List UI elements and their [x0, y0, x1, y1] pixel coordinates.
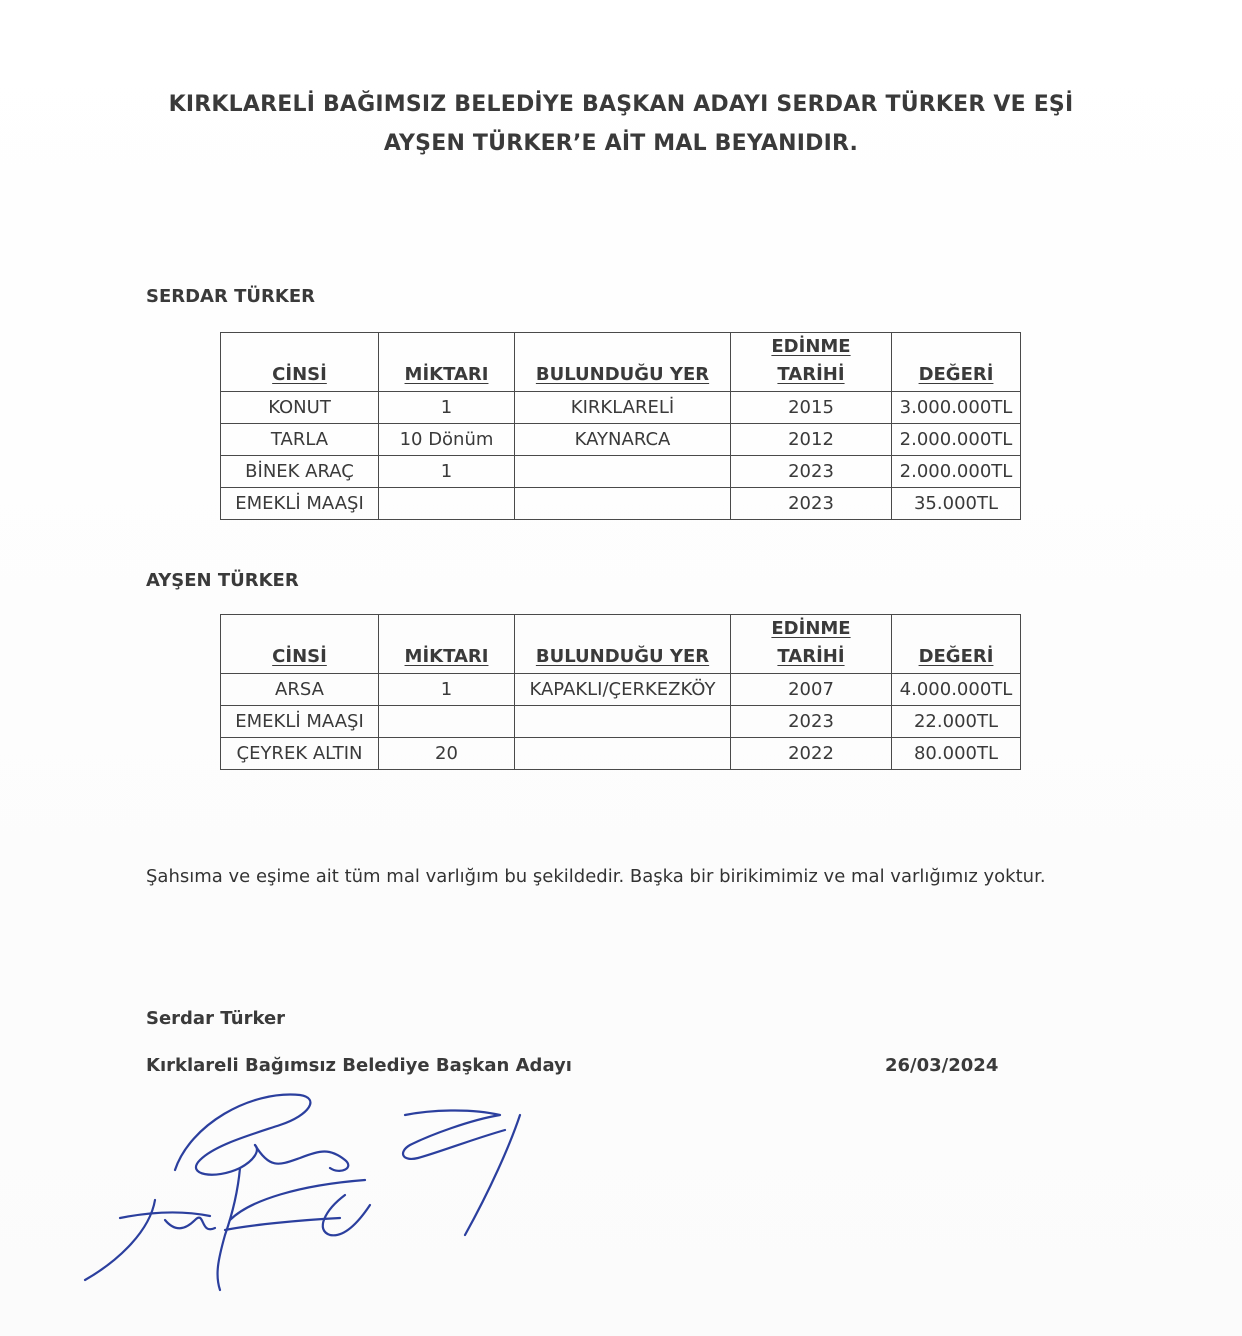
cell-date: 2015: [731, 392, 892, 424]
cell-date: 2022: [731, 738, 892, 770]
cell-location: [515, 706, 731, 738]
cell-location: KAYNARCA: [515, 424, 731, 456]
declaration-statement: Şahsıma ve eşime ait tüm mal varlığım bu şekildedir. Başka bir birikimimiz ve mal varlığımız yoktur.: [146, 866, 1046, 887]
cell-type: TARLA: [221, 424, 379, 456]
cell-location: [515, 488, 731, 520]
col-header-value: DEĞERİ: [892, 333, 1021, 392]
cell-quantity: [379, 488, 515, 520]
cell-location: [515, 738, 731, 770]
handwritten-signature: [0, 1070, 560, 1310]
cell-value: 2.000.000TL: [892, 424, 1021, 456]
asset-table-aysen: [220, 614, 1021, 770]
cell-type: ARSA: [221, 674, 379, 706]
table-row: [221, 392, 1021, 424]
col-header-quantity: MİKTARI: [379, 615, 515, 674]
signatory-name: Serdar Türker: [146, 1008, 286, 1029]
col-header-date: EDİNME TARİHİ: [731, 333, 892, 392]
cell-date: 2023: [731, 456, 892, 488]
asset-table-serdar: [220, 332, 1021, 520]
document-title-line-2: AYŞEN TÜRKER’E AİT MAL BEYANIDIR.: [383, 131, 859, 156]
cell-quantity: 1: [379, 456, 515, 488]
col-header-value: DEĞERİ: [892, 615, 1021, 674]
cell-type: ÇEYREK ALTIN: [221, 738, 379, 770]
col-header-type: CİNSİ: [221, 615, 379, 674]
cell-value: 35.000TL: [892, 488, 1021, 520]
cell-value: 3.000.000TL: [892, 392, 1021, 424]
col-header-location: BULUNDUĞU YER: [515, 333, 731, 392]
cell-type: EMEKLİ MAAŞI: [221, 488, 379, 520]
section-owner-aysen: AYŞEN TÜRKER: [146, 570, 299, 591]
col-header-date: EDİNME TARİHİ: [731, 615, 892, 674]
col-header-type: CİNSİ: [221, 333, 379, 392]
col-header-quantity: MİKTARI: [379, 333, 515, 392]
signatory-title: Kırklareli Bağımsız Belediye Başkan Adayı: [146, 1055, 572, 1076]
table-header-row: [221, 333, 1021, 392]
document-title-line-1: KIRKLARELİ BAĞIMSIZ BELEDİYE BAŞKAN ADAYI SERDAR TÜRKER VE EŞİ: [168, 92, 1074, 117]
table-row: [221, 456, 1021, 488]
cell-value: 4.000.000TL: [892, 674, 1021, 706]
table-row: [221, 674, 1021, 706]
cell-location: KIRKLARELİ: [515, 392, 731, 424]
section-owner-serdar: SERDAR TÜRKER: [146, 286, 315, 307]
table-row: [221, 706, 1021, 738]
cell-date: 2012: [731, 424, 892, 456]
cell-location: KAPAKLI/ÇERKEZKÖY: [515, 674, 731, 706]
cell-quantity: 1: [379, 392, 515, 424]
table-header-row: [221, 615, 1021, 674]
cell-location: [515, 456, 731, 488]
cell-quantity: [379, 706, 515, 738]
table-row: [221, 424, 1021, 456]
cell-value: 22.000TL: [892, 706, 1021, 738]
cell-date: 2007: [731, 674, 892, 706]
cell-date: 2023: [731, 706, 892, 738]
table-row: [221, 488, 1021, 520]
cell-type: KONUT: [221, 392, 379, 424]
cell-quantity: 20: [379, 738, 515, 770]
cell-quantity: 1: [379, 674, 515, 706]
col-header-location: BULUNDUĞU YER: [515, 615, 731, 674]
cell-quantity: 10 Dönüm: [379, 424, 515, 456]
cell-date: 2023: [731, 488, 892, 520]
table-row: [221, 738, 1021, 770]
declaration-date: 26/03/2024: [885, 1055, 999, 1076]
cell-value: 80.000TL: [892, 738, 1021, 770]
cell-value: 2.000.000TL: [892, 456, 1021, 488]
cell-type: BİNEK ARAÇ: [221, 456, 379, 488]
cell-type: EMEKLİ MAAŞI: [221, 706, 379, 738]
